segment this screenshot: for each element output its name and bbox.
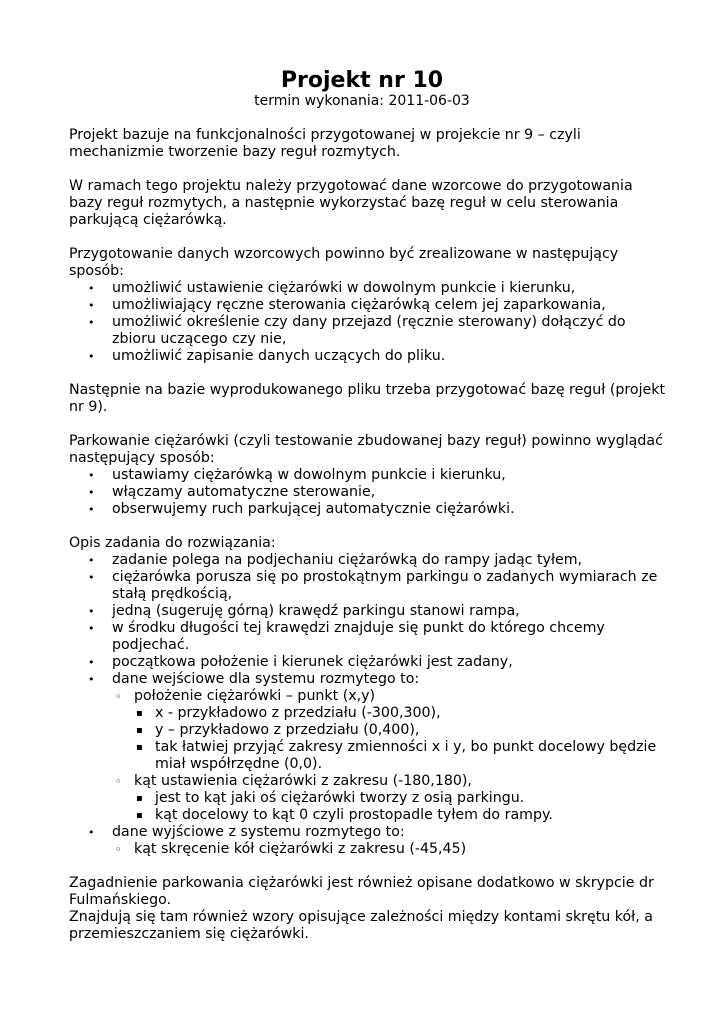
circle-marker: ◦ <box>115 843 122 856</box>
bullet-marker: • <box>88 486 95 499</box>
page-title: Projekt nr 10 <box>280 68 444 93</box>
list-item <box>112 841 669 858</box>
scope-paragraph: W ramach tego projektu należy przygotować dane wzorcowe do przygotowania bazy reguł rozmytych, a następnie wykorzystać bazę reguł w celu sterowania parkującą ciężarówką. <box>69 178 633 228</box>
intro-paragraph: Projekt bazuje na funkcjonalności przygotowanej w projekcie nr 9 – czyli mechanizmie tworzenie bazy reguł rozmytych. <box>69 127 581 160</box>
list-item-text: zadanie polega na podjechaniu ciężarówką do rampy jadąc tyłem, <box>112 552 583 568</box>
list-item <box>69 467 669 484</box>
closing-paragraph-2: Znajdują się tam również wzory opisujące zależności między kontami skrętu kół, a przemieszczaniem się ciężarówki. <box>69 909 653 942</box>
bullet-marker: • <box>88 656 95 669</box>
list-item <box>69 501 669 518</box>
list-item-text: tak łatwiej przyjąć zakresy zmienności x i y, bo punkt docelowy będzie miał współrzędne (0,0). <box>155 739 657 772</box>
bullet-marker: • <box>88 316 95 329</box>
bullet-marker: • <box>88 350 95 363</box>
bullet-marker: • <box>88 673 95 686</box>
list-item <box>69 552 669 569</box>
list-item-text: w środku długości tej krawędzi znajduje się punkt do którego chcemy podjechać. <box>112 620 605 653</box>
bullet-marker: • <box>88 826 95 839</box>
list-item-text: y – przykładowo z przedziału (0,400), <box>155 722 420 738</box>
circle-marker: ◦ <box>115 775 122 788</box>
bullet-marker: • <box>88 282 95 295</box>
deadline-subtitle: termin wykonania: 2011-06-03 <box>254 93 470 109</box>
bullet-marker: • <box>88 571 95 584</box>
list-item-text: kąt docelowy to kąt 0 czyli prostopadle tyłem do rampy. <box>155 807 553 823</box>
parking-list <box>69 467 669 518</box>
bullet-marker: • <box>88 299 95 312</box>
closing-paragraph-1: Zagadnienie parkowania ciężarówki jest również opisane dodatkowo w skrypcie dr Fulmańskiego. <box>69 875 654 908</box>
position-details-sublist <box>134 705 669 773</box>
list-item-text: umożliwiający ręczne sterowania ciężarówką celem jej zaparkowania, <box>112 297 606 313</box>
list-item <box>134 739 669 773</box>
task-list <box>69 552 669 858</box>
list-item <box>69 603 669 620</box>
list-item-text: kąt ustawienia ciężarówki z zakresu (-180,180), <box>134 773 472 789</box>
list-item <box>69 314 669 348</box>
square-marker: ▪ <box>136 810 143 821</box>
square-marker: ▪ <box>136 725 143 736</box>
list-item <box>134 722 669 739</box>
preparation-list <box>69 280 669 365</box>
list-item <box>69 620 669 654</box>
list-item-text: ciężarówka porusza się po prostokątnym parkingu o zadanych wymiarach ze stałą prędkością, <box>112 569 658 602</box>
list-item-text: umożliwić ustawienie ciężarówki w dowolnym punkcie i kierunku, <box>112 280 576 296</box>
list-item-text: włączamy automatyczne sterowanie, <box>112 484 376 500</box>
preparation-lead: Przygotowanie danych wzorcowych powinno być zrealizowane w następujący sposób: <box>69 246 619 279</box>
list-item-text: jedną (sugeruję górną) krawędź parkingu stanowi rampa, <box>112 603 520 619</box>
list-item-text: dane wyjściowe z systemu rozmytego to: <box>112 824 405 840</box>
list-item <box>69 280 669 297</box>
list-item-text: obserwujemy ruch parkującej automatycznie ciężarówki. <box>112 501 515 517</box>
list-item-text: położenie ciężarówki – punkt (x,y) <box>134 688 376 704</box>
list-item <box>69 348 669 365</box>
list-item-text: umożliwić zapisanie danych uczących do pliku. <box>112 348 446 364</box>
bullet-marker: • <box>88 469 95 482</box>
parking-lead: Parkowanie ciężarówki (czyli testowanie zbudowanej bazy reguł) powinno wyglądać następujący sposób: <box>69 433 663 466</box>
list-item-text: kąt skręcenie kół ciężarówki z zakresu (-45,45) <box>134 841 467 857</box>
bullet-marker: • <box>88 605 95 618</box>
list-item <box>134 807 669 824</box>
list-item <box>69 671 669 824</box>
list-item-text: x - przykładowo z przedziału (-300,300), <box>155 705 441 721</box>
document-body <box>69 127 669 943</box>
square-marker: ▪ <box>136 793 143 804</box>
list-item-text: jest to kąt jaki oś ciężarówki tworzy z osią parkingu. <box>155 790 525 806</box>
list-item <box>134 790 669 807</box>
square-marker: ▪ <box>136 708 143 719</box>
list-item <box>69 297 669 314</box>
bullet-marker: • <box>88 554 95 567</box>
list-item <box>69 569 669 603</box>
list-item-text: umożliwić określenie czy dany przejazd (ręcznie sterowany) dołączyć do zbioru uczącego czy nie, <box>112 314 626 347</box>
list-item-text: ustawiamy ciężarówką w dowolnym punkcie i kierunku, <box>112 467 506 483</box>
list-item <box>69 484 669 501</box>
list-item-text: dane wejściowe dla systemu rozmytego to: <box>112 671 420 687</box>
next-step-paragraph: Następnie na bazie wyprodukowanego pliku trzeba przygotować bazę reguł (projekt nr 9). <box>69 382 666 415</box>
inputs-sublist <box>112 688 669 824</box>
list-item <box>112 688 669 773</box>
outputs-sublist <box>112 841 669 858</box>
list-item <box>112 773 669 824</box>
circle-marker: ◦ <box>115 690 122 703</box>
bullet-marker: • <box>88 622 95 635</box>
bullet-marker: • <box>88 503 95 516</box>
list-item <box>69 654 669 671</box>
task-lead: Opis zadania do rozwiązania: <box>69 535 276 551</box>
list-item-text: początkowa położenie i kierunek ciężarówki jest zadany, <box>112 654 513 670</box>
angle-details-sublist <box>134 790 669 824</box>
list-item <box>69 824 669 858</box>
list-item <box>134 705 669 722</box>
square-marker: ▪ <box>136 742 143 753</box>
